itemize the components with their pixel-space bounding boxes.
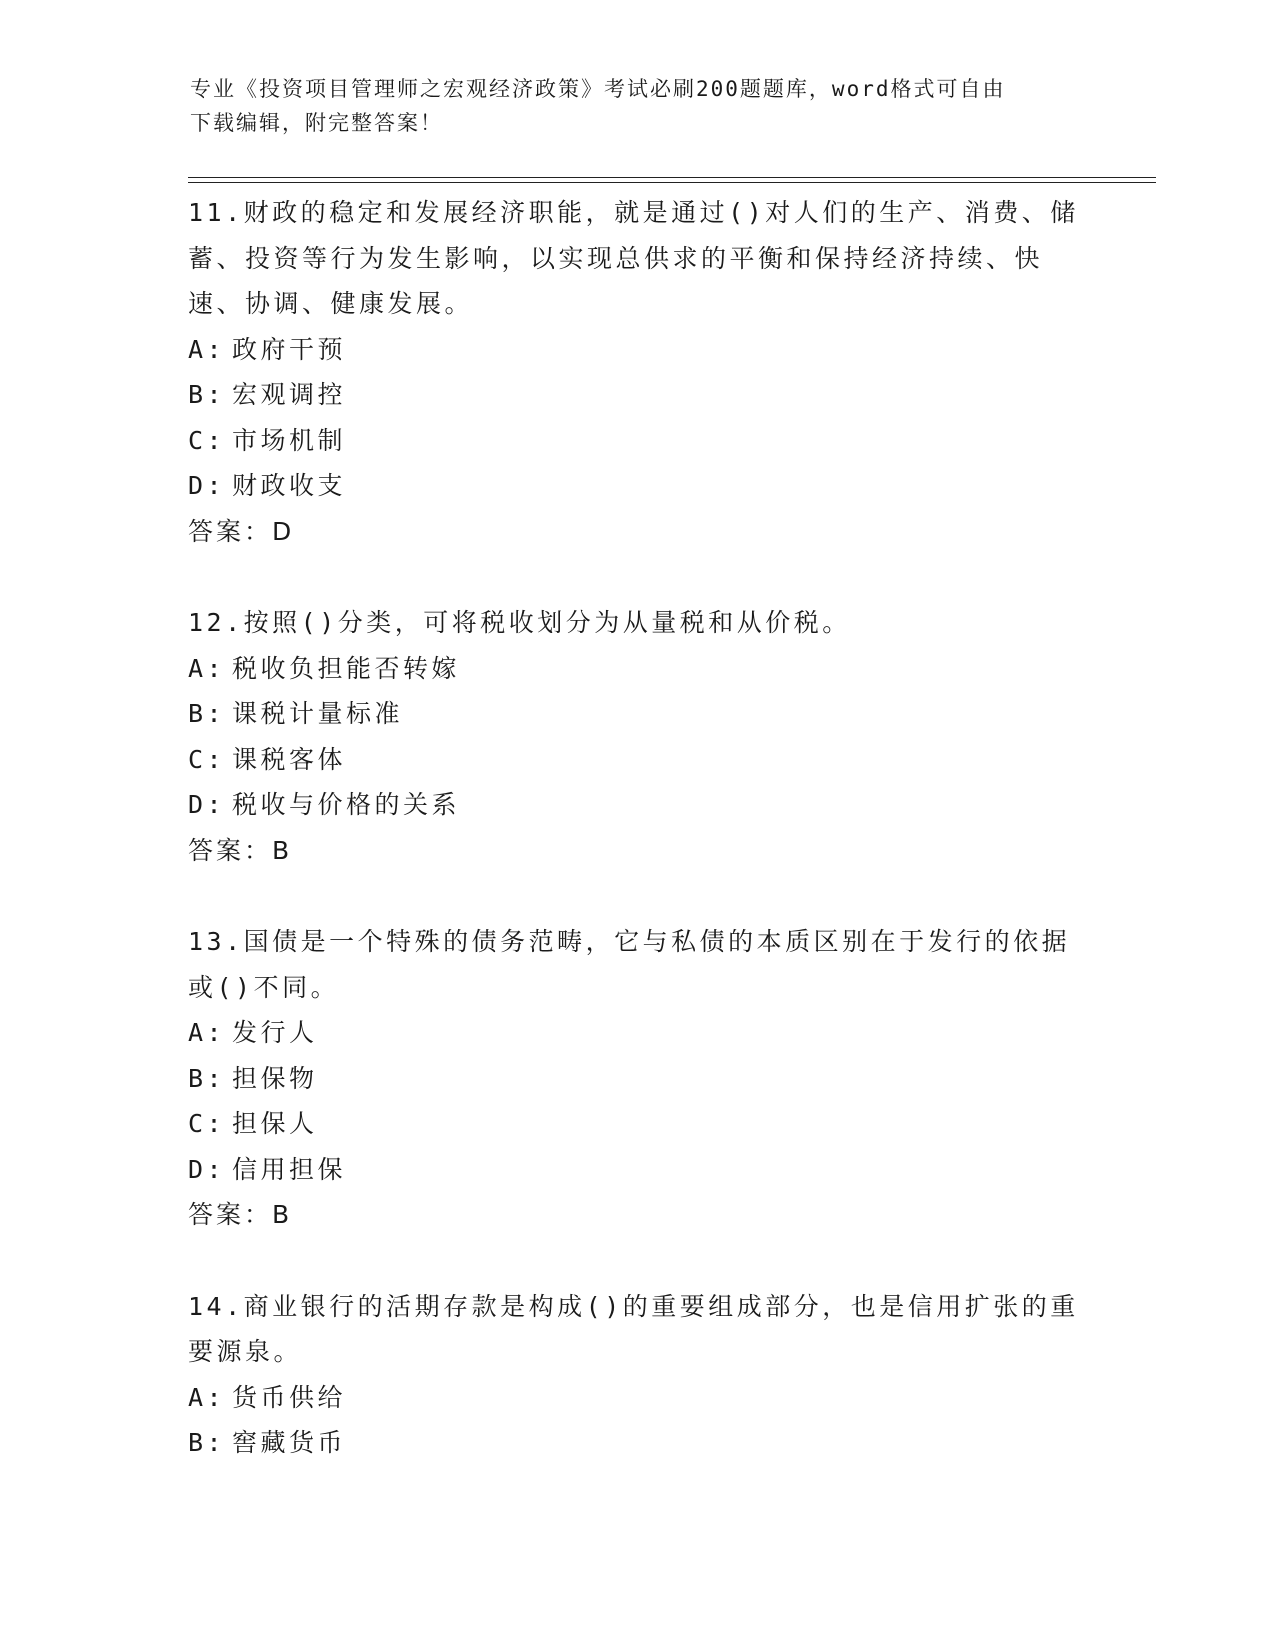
answer-option	[188, 1056, 1088, 1102]
question-text-line	[188, 1329, 1088, 1375]
question-text-line	[188, 281, 1088, 327]
answer-option	[188, 1375, 1088, 1421]
question-text: 蓄、投资等行为发生影响，以实现总供求的平衡和保持经济持续、快	[188, 243, 1044, 273]
option-text: 税收与价格的关系	[232, 790, 461, 819]
option-text: 担保物	[232, 1063, 318, 1093]
answer-option	[188, 737, 1088, 783]
answer-option	[188, 782, 1088, 828]
question-answer: 答案：B	[188, 1200, 293, 1229]
question-text: 或()不同。	[188, 972, 340, 1002]
question-text-line	[188, 236, 1088, 282]
question-text: 国债是一个特殊的债务范畴，它与私债的本质区别在于发行的依据	[243, 927, 1071, 956]
question-number: 14.	[188, 1291, 244, 1321]
question-text: 要源泉。	[188, 1337, 303, 1366]
answer-option	[188, 646, 1088, 692]
header-line-1: 专业《投资项目管理师之宏观经济政策》考试必刷200题题库，word格式可自由	[190, 77, 1006, 101]
option-key: D:	[188, 1154, 226, 1184]
option-key: B:	[188, 699, 226, 728]
option-key: B:	[188, 1428, 226, 1457]
question-text-line	[188, 919, 1088, 965]
question-number: 11.	[188, 198, 244, 227]
option-key: A:	[188, 334, 226, 364]
option-text: 信用担保	[232, 1154, 347, 1184]
question-text-line	[188, 1284, 1088, 1330]
answer-option	[188, 327, 1088, 373]
option-key: B:	[188, 1063, 226, 1093]
option-text: 窖藏货币	[232, 1428, 347, 1457]
header-divider-bottom	[188, 182, 1156, 183]
question-spacer	[188, 554, 1088, 600]
option-text: 政府干预	[232, 334, 347, 364]
answer-option	[188, 691, 1088, 737]
question-spacer	[188, 873, 1088, 919]
question-text-line	[188, 190, 1088, 236]
document-header	[190, 72, 1090, 140]
question-block	[188, 600, 1088, 873]
option-key: A:	[188, 1018, 226, 1047]
answer-option	[188, 1010, 1088, 1056]
answer-option	[188, 1147, 1088, 1193]
option-key: A:	[188, 1382, 226, 1412]
option-text: 市场机制	[232, 425, 347, 455]
answer-option	[188, 1101, 1088, 1147]
question-list	[188, 190, 1088, 1466]
question-answer: 答案：D	[188, 516, 295, 546]
answer-option	[188, 1420, 1088, 1466]
option-text: 课税客体	[232, 744, 347, 774]
question-block	[188, 1284, 1088, 1466]
option-key: C:	[188, 425, 226, 455]
option-text: 担保人	[232, 1109, 318, 1138]
option-text: 宏观调控	[232, 380, 347, 409]
question-number: 13.	[188, 927, 244, 956]
option-key: C:	[188, 744, 226, 774]
question-answer: 答案：B	[188, 835, 293, 865]
option-key: B:	[188, 380, 226, 409]
header-divider-top	[188, 177, 1156, 178]
question-number: 12.	[188, 608, 244, 637]
question-block	[188, 190, 1088, 554]
option-text: 课税计量标准	[232, 699, 404, 728]
question-text-line	[188, 965, 1088, 1011]
option-text: 税收负担能否转嫁	[232, 653, 461, 683]
option-key: D:	[188, 471, 226, 500]
question-text-line	[188, 600, 1088, 646]
option-key: C:	[188, 1109, 226, 1138]
question-text: 财政的稳定和发展经济职能，就是通过()对人们的生产、消费、储	[243, 198, 1079, 227]
option-text: 货币供给	[232, 1382, 347, 1412]
question-text: 商业银行的活期存款是构成()的重要组成部分，也是信用扩张的重	[243, 1291, 1079, 1321]
option-key: A:	[188, 653, 226, 683]
header-line-2: 下载编辑，附完整答案！	[190, 111, 443, 135]
answer-option	[188, 372, 1088, 418]
answer-option	[188, 463, 1088, 509]
answer-option	[188, 418, 1088, 464]
question-text: 按照()分类，可将税收划分为从量税和从价税。	[243, 608, 851, 637]
question-text: 速、协调、健康发展。	[188, 289, 474, 318]
question-block	[188, 919, 1088, 1238]
option-key: D:	[188, 790, 226, 819]
option-text: 财政收支	[232, 471, 347, 500]
option-text: 发行人	[232, 1018, 318, 1047]
question-spacer	[188, 1238, 1088, 1284]
